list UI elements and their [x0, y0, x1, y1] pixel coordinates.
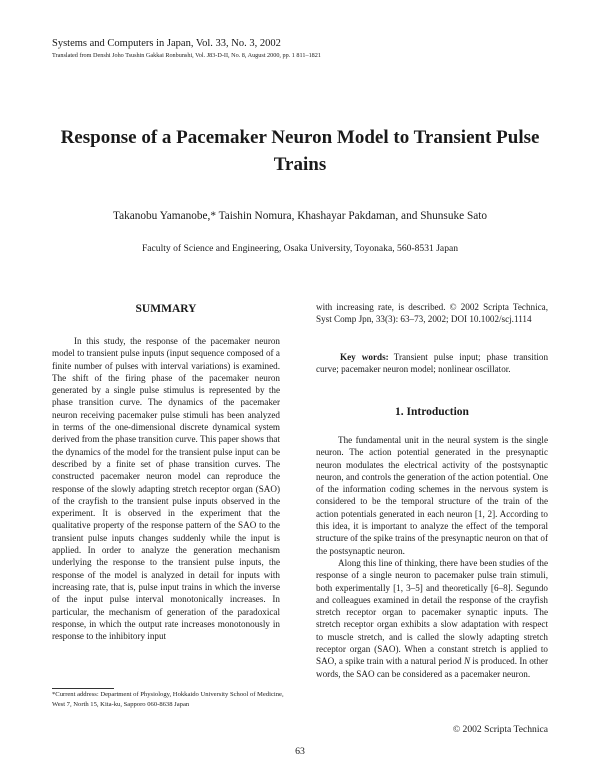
keywords-label: Key words: [340, 352, 389, 362]
keywords-text: Transient pulse input; phase transition curve; pacemaker neuron model; nonlinear oscillator. [316, 352, 549, 375]
intro-paragraph-2-end: is produced. In other words, the SAO can be considered as a pacemaker neuron. [316, 656, 548, 679]
translation-note: Translated from Denshi Joho Tsushin Gakkai Ronbunshi, Vol. J83-D-II, No. 8, August 2000, pp. 1 811–1821 [52, 52, 321, 59]
intro-paragraph-1: The fundamental unit in the neural system is the single neuron. The action potential generated in the presynaptic neuron modulates the electrical activity of the postsynaptic neuron, and controls the generation of the action potential. One of the information coding schemes in the nervous system is considered to be the temporal structure of the train of the action potentials generated in each neuron [1, 2]. According to this idea, it is important to analyze the effect of the temporal structure of the spike trains of the presynaptic neuron on that of the postsynaptic neuron. [316, 435, 548, 556]
author-list: Takanobu Yamanobe,* Taishin Nomura, Khashayar Pakdaman, and Shunsuke Sato [112, 210, 488, 222]
summary-body [52, 335, 280, 642]
summary-continuation [316, 301, 548, 326]
summary-paragraph: In this study, the response of the pacemaker neuron model to transient pulse inputs (input sequence composed of a finite number of pulses with interval variations) is examined. The shift of the firing phase of the pacemaker neuron generated by a single pulse stimulus is represented by the phase transition curve. The dynamics of the pacemaker neuron receiving pacemaker pulse stimuli has been analyzed in terms of the one-dimensional discrete dynamical system derived from the phase transition curve. This paper shows that the dynamics of the model for the transient pulse input can be described by a finite set of phase transition curves. The constructed pacemaker neuron model can reproduce the response of the slowly adapting stretch receptor organ (SAO) of the crayfish to the transient pulse inputs observed in the experiment. It is observed in the experiment that the qualitative property of the response pattern of the SAO to the transient pulse inputs changes suddenly while the input is applied. In order to analyze the generation mechanism underlying the response to the transient pulse inputs, the response of the model is analyzed in detail for inputs with increasing rate, that is, pulse input trains in which the inverse of the input pulse interval monotonically increases. In particular, the mechanism of generation of the paradoxical response, in which the output rate increases monotonously in response to the inhibitory input [52, 336, 280, 642]
keywords [316, 351, 548, 376]
introduction-body [316, 434, 548, 680]
journal-citation: Systems and Computers in Japan, Vol. 33, No. 3, 2002 [52, 38, 281, 49]
footnote-divider [52, 688, 114, 689]
intro-paragraph-2 [316, 557, 548, 680]
summary-heading: SUMMARY [135, 303, 197, 315]
summary-continuation-text: with increasing rate, is described. © 2002 Scripta Technica, Syst Comp Jpn, 33(3): 63–73, 2002; DOI 10.1002/scj.1114 [316, 302, 548, 325]
natural-period-symbol: N [463, 656, 471, 667]
copyright-notice: © 2002 Scripta Technica [452, 724, 548, 735]
page-number: 63 [295, 746, 305, 757]
introduction-heading: 1. Introduction [395, 406, 469, 418]
paper-title: Response of a Pacemaker Neuron Model to Transient Pulse Trains [60, 127, 540, 175]
affiliation: Faculty of Science and Engineering, Osaka University, Toyonaka, 560-8531 Japan [141, 243, 459, 254]
footnote: *Current address: Department of Physiology, Hokkaido University School of Medicine, West 7, North 15, Kita-ku, Sapporo 060-8638 Japan [52, 691, 284, 709]
intro-paragraph-2-start: Along this line of thinking, there have been studies of the response of a single neuron to pacemaker pulse train stimuli, both experimentally [1, 3–5] and theoretically [6–8]. Segundo and colleagues examined in detail the response of the crayfish stretch receptor organ to pacemaker synaptic inputs. The stretch receptor organ exhibits a slow adaptation with respect to muscle stretch, and is called the slowly adapting stretch receptor organ (SAO). When a constant stretch is applied to SAO, a spike train with a natural period [316, 557, 548, 667]
